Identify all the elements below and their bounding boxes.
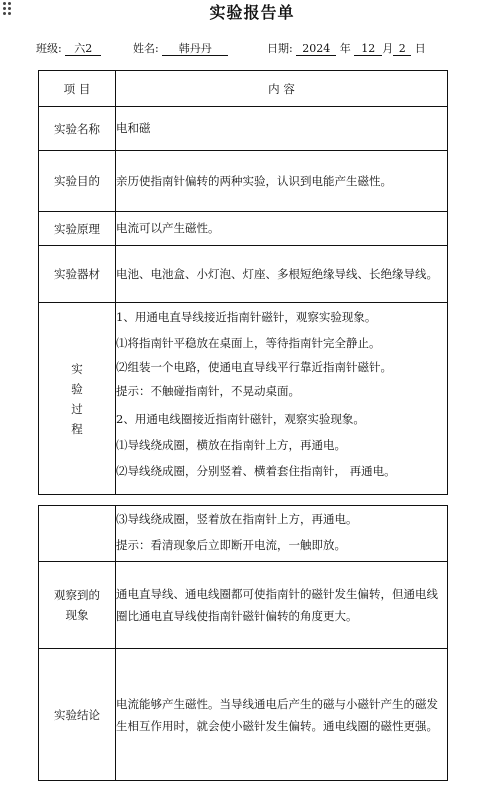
table-row xyxy=(39,303,448,495)
conclusion-label: 实验结论 xyxy=(39,649,116,781)
name-label: 姓名: xyxy=(133,42,159,55)
table-row xyxy=(39,506,448,562)
observation-label-line: 观察到的 xyxy=(54,588,100,602)
date-field xyxy=(267,40,426,56)
process-line: ⑶导线绕成圈，竖着放在指南针上方，再通电。 xyxy=(116,512,358,526)
header-item: 项 目 xyxy=(39,71,116,107)
page-title: 实验报告单 xyxy=(209,3,295,22)
process-content xyxy=(116,303,448,495)
table-row xyxy=(39,107,448,151)
process-label-char: 验 xyxy=(71,381,83,396)
process-label-char: 过 xyxy=(71,401,83,416)
date-label: 日期: xyxy=(267,42,293,55)
header-content: 内 容 xyxy=(116,71,448,107)
row-label: 实验原理 xyxy=(39,212,116,246)
observation-content: 通电直导线、通电线圈都可使指南针的磁针发生偏转，但通电线圈比通电直导线使指南针磁针偏转的角度更大。 xyxy=(116,562,448,649)
process-label-char: 实 xyxy=(71,361,83,376)
class-field xyxy=(36,40,101,56)
process-label-char: 程 xyxy=(71,421,83,436)
date-month-unit: 月 xyxy=(382,42,394,55)
process-line: ⑵导线绕成圈，分别竖着、横着套住指南针， 再通电。 xyxy=(116,464,396,478)
table-row xyxy=(39,212,448,246)
name-value: 韩丹丹 xyxy=(162,42,228,56)
row-content: 电流可以产生磁性。 xyxy=(116,212,448,246)
row-label: 实验名称 xyxy=(39,107,116,151)
table-row xyxy=(39,246,448,303)
process-line: ⑵组装一个电路，使通电直导线平行靠近指南针磁针。 xyxy=(116,360,392,374)
date-day: 2 xyxy=(393,42,411,56)
row-label: 实验目的 xyxy=(39,151,116,212)
observation-label-line: 现象 xyxy=(65,608,89,622)
class-value: 六2 xyxy=(65,42,101,56)
date-day-unit: 日 xyxy=(414,42,426,55)
report-table-page2 xyxy=(38,505,448,781)
observation-label xyxy=(39,562,116,649)
process-line: 提示：不触碰指南针，不晃动桌面。 xyxy=(116,384,300,398)
process-line: 1、用通电直导线接近指南针磁针，观察实验现象。 xyxy=(116,310,377,324)
row-content: 亲历使指南针偏转的两种实验，认识到电能产生磁性。 xyxy=(116,151,448,212)
process-line: 提示：看清现象后立即断开电流，一触即放。 xyxy=(116,538,346,552)
process-continued-content xyxy=(116,506,448,562)
process-continued-label xyxy=(39,506,116,562)
report-table-page1 xyxy=(38,70,448,495)
table-row xyxy=(39,649,448,781)
class-label: 班级: xyxy=(36,42,62,55)
process-label xyxy=(39,303,116,495)
conclusion-content: 电流能够产生磁性。当导线通电后产生的磁与小磁针产生的磁发生相互作用时，就会使小磁针发生偏转。通电线圈的磁性更强。 xyxy=(116,649,448,781)
process-line: 2、用通电线圈接近指南针磁针，观察实验现象。 xyxy=(116,412,365,426)
process-line: ⑴导线绕成圈，横放在指南针上方，再通电。 xyxy=(116,438,346,452)
row-content: 电池、电池盒、小灯泡、灯座、多根短绝缘导线、长绝缘导线。 xyxy=(116,246,448,303)
row-content: 电和磁 xyxy=(116,107,448,151)
date-year: 2024 xyxy=(296,42,336,56)
date-year-unit: 年 xyxy=(339,42,351,55)
process-line: ⑴将指南针平稳放在桌面上，等待指南针完全静止。 xyxy=(116,336,381,350)
table-row xyxy=(39,151,448,212)
row-label: 实验器材 xyxy=(39,246,116,303)
date-month: 12 xyxy=(354,42,382,56)
table-row xyxy=(39,562,448,649)
name-field xyxy=(133,40,228,56)
